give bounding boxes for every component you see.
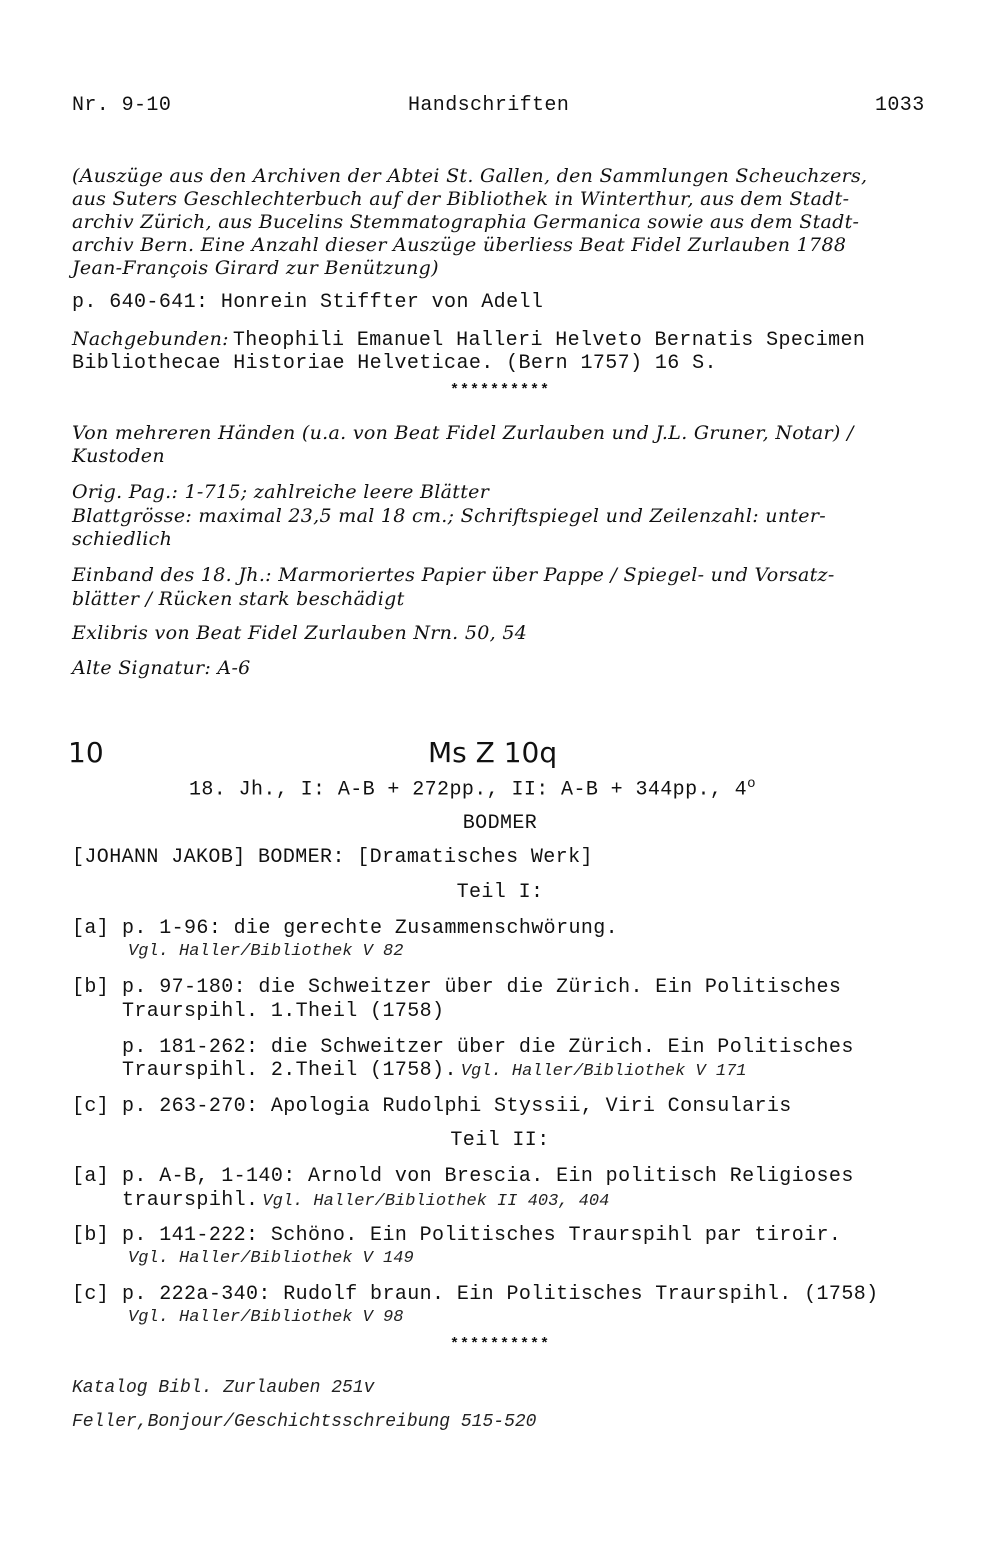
item-line: p. 263-270: Apologia Rudolphi Styssii, Viri Consularis (122, 1095, 792, 1118)
binding-line: Einband des 18. Jh.: Marmoriertes Papier über Pappe / Spiegel- und Vorsatz- (72, 564, 835, 586)
item-line: p. A-B, 1-140: Arnold von Brescia. Ein politisch Religioses (122, 1165, 854, 1188)
item-line: p. 181-262: die Schweitzer über die Zürich. Ein Politisches (122, 1036, 854, 1059)
part-heading: Teil II: (450, 1129, 550, 1152)
pages-line: p. 640-641: Honrein Stiffter von Adell (72, 291, 544, 314)
exlibris-line: Exlibris von Beat Fidel Zurlauben Nrn. 50, 54 (72, 622, 528, 644)
reference: Vgl. Haller/Bibliothek II 403, 404 (262, 1192, 610, 1211)
size-line: schiedlich (72, 528, 173, 550)
bound-text-continued: Bibliothecae Historiae Helveticae. (Bern 1757) 16 S. (72, 352, 717, 375)
literature-line: Feller,Bonjour/Geschichtsschreibung 515-520 (72, 1412, 537, 1432)
old-signature-line: Alte Signatur: A-6 (72, 657, 251, 679)
description-text: 18. Jh., I: A-B + 272pp., II: A-B + 344pp., 4 (189, 778, 748, 802)
extract-line: archiv Bern. Eine Anzahl dieser Auszüge überliess Beat Fidel Zurlauben 1788 (72, 234, 847, 256)
item-line: Traurspihl. 1.Theil (1758) (122, 1000, 445, 1023)
item-line: p. 141-222: Schöno. Ein Politisches Traurspihl par tiroir. (122, 1224, 842, 1247)
reference: Vgl. Haller/Bibliothek V 149 (128, 1249, 414, 1268)
shelfmark: Ms Z 10q (428, 736, 558, 769)
item-key: [b] (72, 976, 110, 999)
size-line: Blattgrösse: maximal 23,5 mal 18 cm.; Schriftspiegel und Zeilenzahl: unter- (72, 505, 826, 527)
format-superscript: o (747, 776, 756, 792)
header-title: Handschriften (408, 94, 570, 117)
entry-number: 10 (68, 736, 104, 769)
item-line: traurspihl. (122, 1189, 259, 1212)
header-left: Nr. 9-10 (72, 94, 172, 117)
reference: Vgl. Haller/Bibliothek V 82 (128, 942, 404, 961)
item-key: [c] (72, 1283, 110, 1306)
item-key: [a] (72, 1165, 110, 1188)
item-line: p. 97-180: die Schweitzer über die Zürich. Ein Politisches (122, 976, 842, 999)
part-heading: Teil I: (456, 881, 544, 904)
bound-text: Theophili Emanuel Halleri Helveto Bernatis Specimen (232, 329, 866, 352)
physical-description (189, 776, 756, 802)
bound-with (72, 328, 865, 352)
literature-line: Katalog Bibl. Zurlauben 251v (72, 1378, 375, 1398)
separator-stars: ********** (449, 382, 550, 399)
extract-line: (Auszüge aus den Archiven der Abtei St. Gallen, den Sammlungen Scheuchzers, (72, 165, 868, 187)
reference: Vgl. Haller/Bibliothek V 171 (460, 1062, 747, 1081)
extract-line: Jean-François Girard zur Benützung) (72, 257, 439, 279)
item-line: p. 222a-340: Rudolf braun. Ein Politisches Traurspihl. (1758) (122, 1283, 879, 1306)
work-title: [JOHANN JAKOB] BODMER: [Dramatisches Werk] (72, 846, 593, 869)
item-line: Traurspihl. 2.Theil (1758). (122, 1059, 457, 1082)
author-heading: BODMER (462, 812, 538, 835)
separator-stars: ********** (449, 1336, 550, 1353)
extract-line: archiv Zürich, aus Bucelins Stemmatographia Germanica sowie aus dem Stadt- (72, 211, 860, 233)
item-key: [c] (72, 1095, 110, 1118)
item-key: [a] (72, 917, 110, 940)
item-key: [b] (72, 1224, 110, 1247)
extract-line: aus Suters Geschlechterbuch auf der Bibliothek in Winterthur, aus dem Stadt- (72, 188, 850, 210)
item-line-with-ref (122, 1189, 609, 1212)
hands-line: Kustoden (72, 445, 165, 467)
hands-line: Von mehreren Händen (u.a. von Beat Fidel Zurlauben und J.L. Gruner, Notar) / (72, 422, 854, 444)
item-line: p. 1-96: die gerechte Zusammenschwörung. (122, 917, 619, 940)
pagination-line: Orig. Pag.: 1-715; zahlreiche leere Blätter (72, 481, 490, 503)
item-line-with-ref (122, 1059, 747, 1082)
bound-label: Nachgebunden: (72, 328, 229, 350)
binding-line: blätter / Rücken stark beschädigt (72, 588, 405, 610)
page-number: 1033 (875, 94, 925, 117)
reference: Vgl. Haller/Bibliothek V 98 (128, 1308, 404, 1327)
